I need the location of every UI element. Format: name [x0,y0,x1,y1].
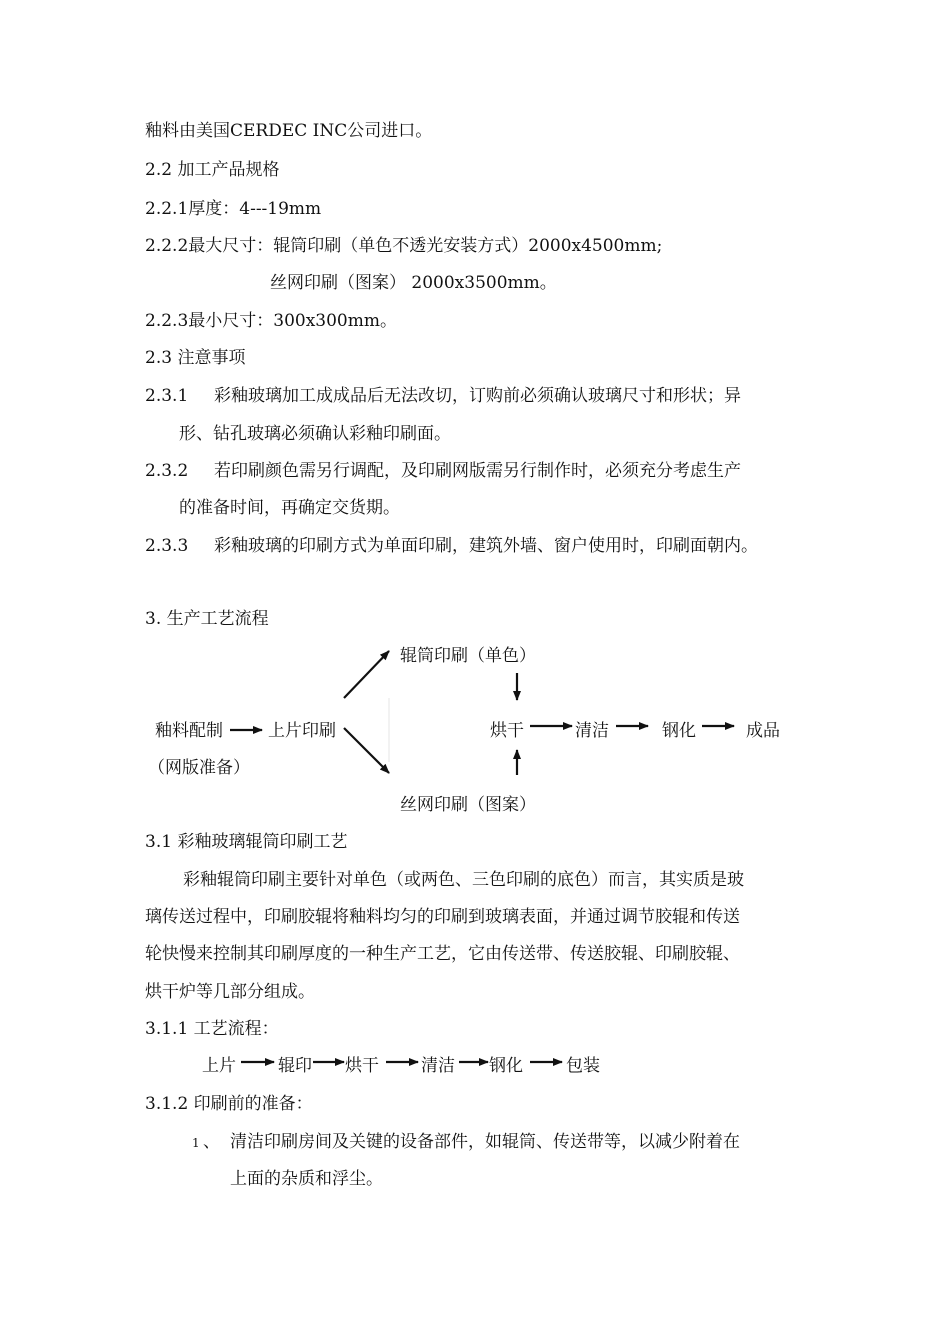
note-3-line-1: 彩釉玻璃的印刷方式为单面印刷，建筑外墙、窗户使用时，印刷面朝内。 [214,536,758,556]
prep-item-1-separator: 、 [203,1132,220,1152]
section-3-title: 3. 生产工艺流程 [145,609,269,629]
flow-node-loading-print: 上片印刷 [268,721,336,741]
prep-item-1-number: 1 [192,1136,200,1150]
note-1-line-1: 彩釉玻璃加工成成品后无法改切，订购前必须确认玻璃尺寸和形状；异 [214,386,741,406]
intro-line: 釉料由美国CERDEC INC公司进口。 [145,121,433,141]
prep-item-1-line-2: 上面的杂质和浮尘。 [230,1169,383,1189]
para-line-1: 彩釉辊筒印刷主要针对单色（或两色、三色印刷的底色）而言，其实质是玻 [183,870,744,890]
flow2-step: 钢化 [489,1056,523,1076]
flow-node-silk-print: 丝网印刷（图案） [400,795,536,815]
prep-item-1-line-1: 清洁印刷房间及关键的设备部件，如辊筒、传送带等，以减少附着在 [230,1132,740,1152]
flow-node-clean: 清洁 [575,721,609,741]
flow-node-roller-print: 辊筒印刷（单色） [400,646,536,666]
para-line-2: 璃传送过程中，印刷胶辊将釉料均匀的印刷到玻璃表面，并通过调节胶辊和传送 [145,907,740,927]
flow-node-dry: 烘干 [490,721,524,741]
flow-node-product: 成品 [746,721,780,741]
flow-node-glaze-prep: 釉料配制 [155,721,223,741]
section-2-2-title: 2.2 加工产品规格 [145,160,280,180]
para-line-3: 轮快慢来控制其印刷厚度的一种生产工艺，它由传送带、传送胶辊、印刷胶辊、 [145,944,740,964]
flow2-step: 烘干 [345,1056,379,1076]
note-1-number: 2.3.1 [145,386,189,406]
note-2-line-2: 的准备时间，再确定交货期。 [179,498,400,518]
section-3-1-title: 3.1 彩釉玻璃辊筒印刷工艺 [145,832,348,852]
flow-node-screen-prep: （网版准备） [148,758,250,778]
spec-thickness: 2.2.1厚度：4---19mm [145,199,322,219]
section-3-1-2-title: 3.1.2 印刷前的准备： [145,1094,313,1114]
note-2-number: 2.3.2 [145,461,189,481]
note-1-line-2: 形、钻孔玻璃必须确认彩釉印刷面。 [179,424,451,444]
flow2-step: 包装 [566,1056,600,1076]
note-2-line-1: 若印刷颜色需另行调配，及印刷网版需另行制作时，必须充分考虑生产 [214,461,741,481]
flow2-step: 清洁 [421,1056,455,1076]
flow2-step: 上片 [202,1056,236,1076]
flow2-step: 辊印 [278,1056,312,1076]
section-3-1-1-title: 3.1.1 工艺流程： [145,1019,279,1039]
note-3-number: 2.3.3 [145,536,189,556]
spec-max-size: 2.2.2最大尺寸：辊筒印刷（单色不透光安装方式）2000x4500mm; [145,236,663,256]
spec-min-size: 2.2.3最小尺寸：300x300mm。 [145,311,397,331]
section-2-3-title: 2.3 注意事项 [145,348,246,368]
spec-max-size-silk: 丝网印刷（图案） 2000x3500mm。 [270,273,557,293]
para-line-4: 烘干炉等几部分组成。 [145,982,315,1002]
flow-node-temper: 钢化 [662,721,696,741]
